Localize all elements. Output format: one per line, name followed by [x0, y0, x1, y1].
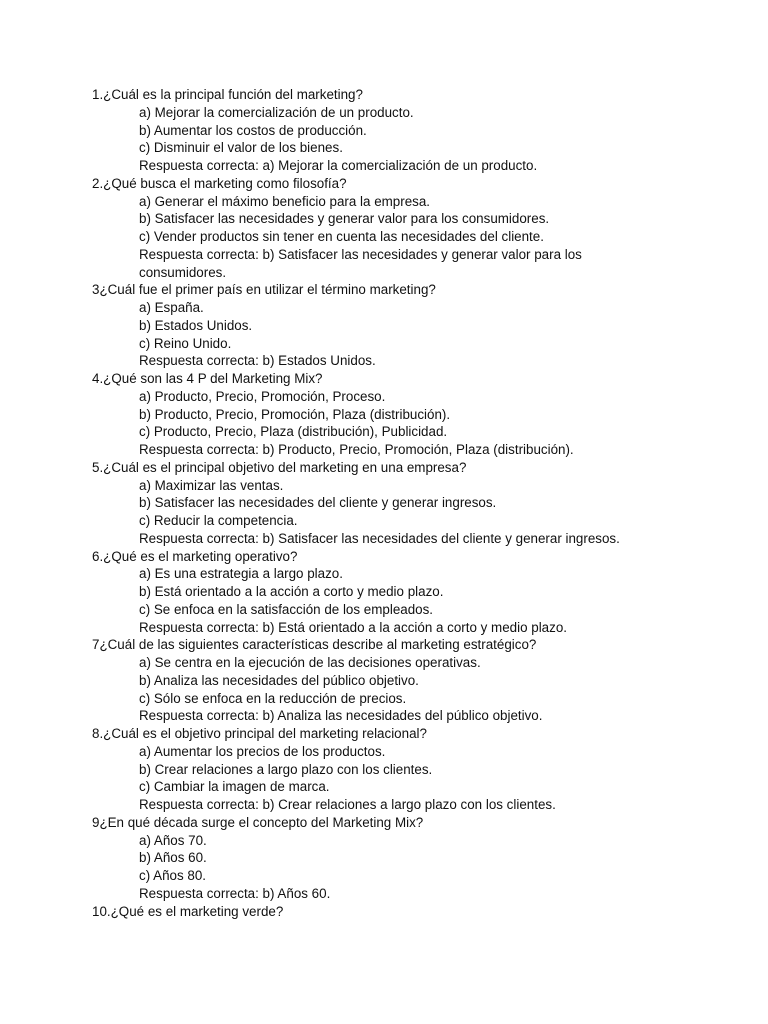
answer-option: c) Reino Unido.	[139, 335, 232, 351]
question-block	[92, 370, 712, 459]
answer-option: a) Es una estrategia a largo plazo.	[139, 566, 343, 582]
question-block	[92, 281, 712, 370]
correct-answer: Respuesta correcta: b) Estados Unidos.	[139, 353, 376, 369]
question-block	[92, 903, 712, 921]
question-block	[92, 175, 712, 282]
question-title: 7¿Cuál de las siguientes características describe al marketing estratégico?	[92, 637, 537, 653]
correct-answer: Respuesta correcta: b) Satisfacer las necesidades del cliente y generar ingresos.	[139, 530, 620, 546]
correct-answer: Respuesta correcta: b) Producto, Precio, Promoción, Plaza (distribución).	[139, 442, 574, 457]
answer-option: a) Aumentar los precios de los productos.	[139, 743, 386, 759]
answer-option: c) Reducir la competencia.	[139, 513, 298, 528]
correct-answer: Respuesta correcta: b) Está orientado a la acción a corto y medio plazo.	[139, 619, 567, 635]
question-title: 1.¿Cuál es la principal función del marketing?	[92, 87, 363, 102]
answer-option: a) Años 70.	[139, 832, 207, 848]
answer-option: b) Años 60.	[139, 850, 207, 866]
quiz-list	[92, 86, 712, 920]
question-title: 8.¿Cuál es el objetivo principal del marketing relacional?	[92, 726, 427, 741]
question-block	[92, 459, 712, 548]
answer-option: b) Está orientado a la acción a corto y medio plazo.	[139, 584, 444, 599]
answer-option: b) Analiza las necesidades del público objetivo.	[139, 672, 419, 688]
question-title: 2.¿Qué busca el marketing como filosofía?	[92, 175, 347, 191]
answer-option: c) Producto, Precio, Plaza (distribución), Publicidad.	[139, 424, 448, 440]
question-title: 5.¿Cuál es el principal objetivo del marketing en una empresa?	[92, 459, 467, 475]
question-title: 9¿En qué década surge el concepto del Marketing Mix?	[92, 814, 424, 830]
question-block	[92, 548, 712, 637]
answer-option: b) Satisfacer las necesidades y generar valor para los consumidores.	[139, 211, 550, 227]
correct-answer: Respuesta correcta: a) Mejorar la comercialización de un producto.	[139, 158, 538, 173]
answer-option: c) Cambiar la imagen de marca.	[139, 779, 330, 795]
answer-option: c) Disminuir el valor de los bienes.	[139, 140, 343, 156]
answer-option: a) Se centra en la ejecución de las decisiones operativas.	[139, 655, 481, 670]
correct-answer: Respuesta correcta: b) Años 60.	[139, 885, 331, 901]
answer-option: b) Estados Unidos.	[139, 317, 253, 333]
correct-answer: Respuesta correcta: b) Satisfacer las necesidades y generar valor para los consumidores.	[139, 246, 582, 280]
answer-option: b) Satisfacer las necesidades del cliente y generar ingresos.	[139, 495, 497, 511]
answer-option: a) España.	[139, 300, 204, 315]
question-title: 4.¿Qué son las 4 P del Marketing Mix?	[92, 371, 323, 386]
answer-option: b) Crear relaciones a largo plazo con los clientes.	[139, 761, 433, 777]
correct-answer: Respuesta correcta: b) Crear relaciones a largo plazo con los clientes.	[139, 797, 556, 812]
answer-option: a) Mejorar la comercialización de un producto.	[139, 104, 414, 120]
question-title: 6.¿Qué es el marketing operativo?	[92, 548, 298, 564]
correct-answer: Respuesta correcta: b) Analiza las necesidades del público objetivo.	[139, 708, 543, 724]
answer-option: b) Aumentar los costos de producción.	[139, 122, 367, 138]
question-block	[92, 725, 712, 814]
answer-option: a) Generar el máximo beneficio para la empresa.	[139, 193, 431, 209]
question-block	[92, 814, 712, 903]
question-title: 10.¿Qué es el marketing verde?	[92, 903, 284, 919]
answer-option: c) Se enfoca en la satisfacción de los empleados.	[139, 601, 434, 617]
answer-option: a) Maximizar las ventas.	[139, 477, 284, 493]
answer-option: b) Producto, Precio, Promoción, Plaza (distribución).	[139, 406, 451, 422]
question-title: 3¿Cuál fue el primer país en utilizar el término marketing?	[92, 282, 436, 298]
answer-option: a) Producto, Precio, Promoción, Proceso.	[139, 388, 386, 404]
answer-option: c) Vender productos sin tener en cuenta las necesidades del cliente.	[139, 229, 544, 244]
question-block	[92, 636, 712, 725]
answer-option: c) Años 80.	[139, 868, 206, 883]
answer-option: c) Sólo se enfoca en la reducción de precios.	[139, 690, 407, 706]
question-block	[92, 86, 712, 175]
